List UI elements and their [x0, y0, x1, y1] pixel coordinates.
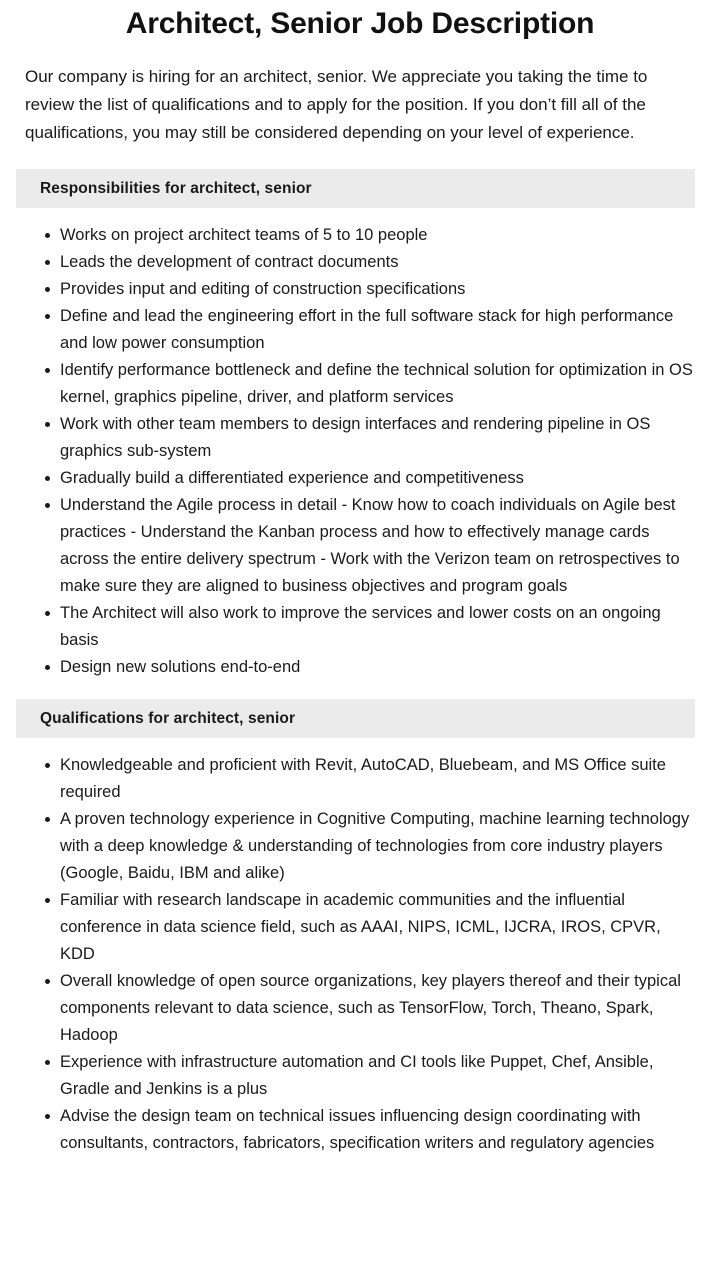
list-item: Design new solutions end-to-end [60, 654, 695, 681]
section-header-responsibilities [16, 169, 695, 208]
page-title: Architect, Senior Job Description [125, 7, 595, 40]
list-item: Define and lead the engineering effort in the full software stack for high performance and low power consumption [60, 303, 695, 357]
responsibilities-list [0, 222, 720, 681]
list-item: Understand the Agile process in detail - Know how to coach individuals on Agile best practices - Understand the Kanban process and how to effectively manage cards across the entire delivery spectrum - Work with the Verizon team on retrospectives to make sure they are aligned to business objectives and program goals [60, 492, 695, 600]
list-item: Work with other team members to design interfaces and rendering pipeline in OS graphics sub-system [60, 411, 695, 465]
list-item: Familiar with research landscape in academic communities and the influential conference in data science field, such as AAAI, NIPS, ICML, IJCRA, IROS, CPVR, KDD [60, 887, 695, 968]
section-header-label: Responsibilities for architect, senior [40, 179, 312, 197]
intro-paragraph: Our company is hiring for an architect, senior. We appreciate you taking the time to review the list of qualifications and to apply for the position. If you don’t fill all of the qualifications, you may still be considered depending on your level of experience. [25, 67, 648, 142]
section-header-qualifications [16, 699, 695, 738]
list-item: Provides input and editing of construction specifications [60, 276, 695, 303]
list-item: The Architect will also work to improve the services and lower costs on an ongoing basis [60, 600, 695, 654]
list-item: Experience with infrastructure automation and CI tools like Puppet, Chef, Ansible, Gradle and Jenkins is a plus [60, 1049, 695, 1103]
list-item: Overall knowledge of open source organizations, key players thereof and their typical components relevant to data science, such as TensorFlow, Torch, Theano, Spark, Hadoop [60, 968, 695, 1049]
list-item: Knowledgeable and proficient with Revit, AutoCAD, Bluebeam, and MS Office suite required [60, 752, 695, 806]
section-header-label: Qualifications for architect, senior [40, 709, 296, 727]
section-responsibilities [0, 169, 720, 681]
list-item: Advise the design team on technical issues influencing design coordinating with consultants, contractors, fabricators, specification writers and regulatory agencies [60, 1103, 695, 1157]
section-qualifications [0, 699, 720, 1157]
list-item: Leads the development of contract documents [60, 249, 695, 276]
list-item: A proven technology experience in Cognitive Computing, machine learning technology with a deep knowledge & understanding of technologies from core industry players (Google, Baidu, IBM and alike) [60, 806, 695, 887]
qualifications-list [0, 752, 720, 1157]
list-item: Gradually build a differentiated experience and competitiveness [60, 465, 695, 492]
list-item: Works on project architect teams of 5 to 10 people [60, 222, 695, 249]
list-item: Identify performance bottleneck and define the technical solution for optimization in OS kernel, graphics pipeline, driver, and platform services [60, 357, 695, 411]
